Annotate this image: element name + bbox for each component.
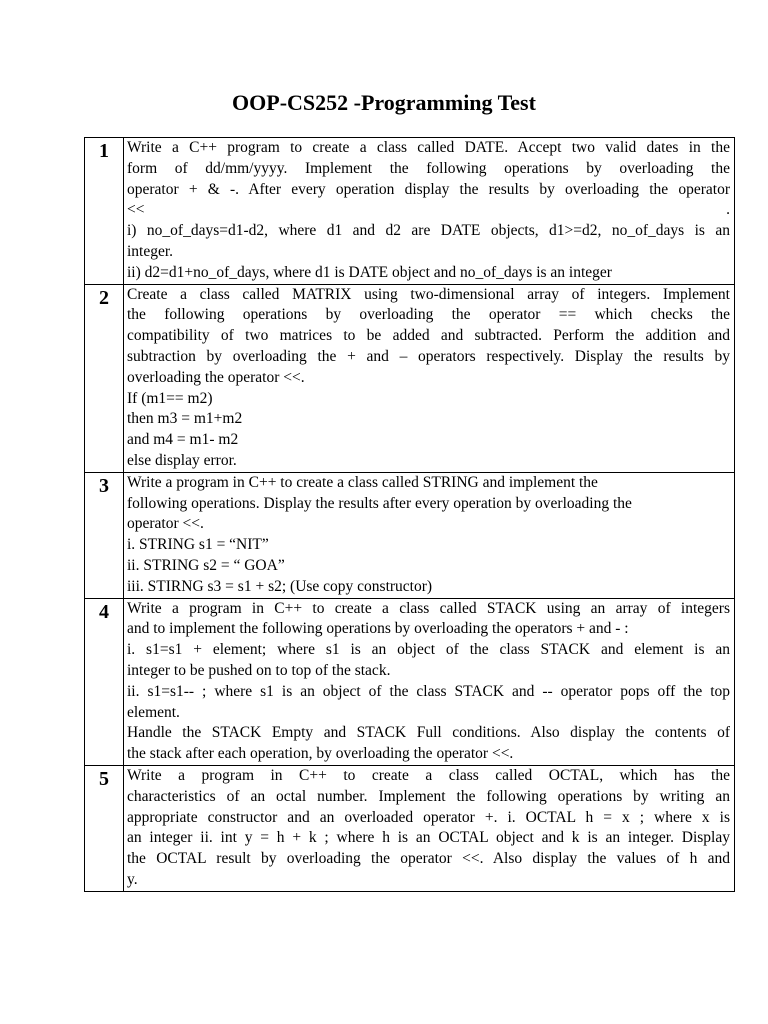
question-text xyxy=(124,765,735,891)
question-text xyxy=(124,598,735,765)
question-number: 1 xyxy=(85,138,124,285)
question-line: integer. xyxy=(127,242,174,260)
question-number: 5 xyxy=(85,765,124,891)
question-line: operator + & -. After every operation display the results by overloading the operator xyxy=(127,180,730,198)
question-line: compatibility of two matrices to be added and subtracted. Perform the addition and xyxy=(127,327,730,345)
question-line: overloading the operator <<. xyxy=(127,368,305,386)
question-line: << . xyxy=(127,201,730,219)
question-line: integer to be pushed on to top of the stack. xyxy=(127,661,391,679)
question-number: 3 xyxy=(85,472,124,598)
question-line: Write a C++ program to create a class called DATE. Accept two valid dates in the xyxy=(127,139,730,156)
question-line: If (m1== m2) xyxy=(127,389,213,407)
question-line: form of dd/mm/yyyy. Implement the following operations by overloading the xyxy=(127,159,730,177)
question-line: i. STRING s1 = “NIT” xyxy=(127,536,269,554)
question-row xyxy=(85,472,735,598)
question-line: the following operations by overloading the operator == which checks the xyxy=(127,306,730,324)
question-line: characteristics of an octal number. Implement the following operations by writing an xyxy=(127,787,730,805)
question-line: i. s1=s1 + element; where s1 is an object of the class STACK and element is an xyxy=(127,641,730,659)
question-line: iii. STIRNG s3 = s1 + s2; (Use copy constructor) xyxy=(127,577,433,595)
question-number: 2 xyxy=(85,284,124,472)
question-line: then m3 = m1+m2 xyxy=(127,410,243,428)
question-line: Write a program in C++ to create a class called STACK using an array of integers xyxy=(127,599,730,617)
question-line: else display error. xyxy=(127,451,237,469)
question-number: 4 xyxy=(85,598,124,765)
question-line: i) no_of_days=d1-d2, where d1 and d2 are DATE objects, d1>=d2, no_of_days is an xyxy=(127,222,730,240)
question-line: operator <<. xyxy=(127,515,204,533)
questions-table-body xyxy=(85,138,735,892)
question-line: the stack after each operation, by overloading the operator <<. xyxy=(127,745,514,763)
question-line: following operations. Display the results after every operation by overloading the xyxy=(127,494,632,512)
question-row xyxy=(85,138,735,285)
question-line: appropriate constructor and an overloaded operator +. i. OCTAL h = x ; where x is xyxy=(127,808,730,826)
question-row xyxy=(85,598,735,765)
question-row xyxy=(85,284,735,472)
page-title: OOP-CS252 -Programming Test xyxy=(232,90,536,115)
question-text xyxy=(124,472,735,598)
question-line: ii. s1=s1-- ; where s1 is an object of the class STACK and -- operator pops off the top xyxy=(127,682,730,700)
question-line: y. xyxy=(127,870,138,888)
questions-table xyxy=(84,137,735,892)
question-line: subtraction by overloading the + and – operators respectively. Display the results by xyxy=(127,347,730,365)
question-line: element. xyxy=(127,703,180,721)
question-line: the OCTAL result by overloading the operator <<. Also display the values of h and xyxy=(127,850,730,868)
question-row xyxy=(85,765,735,891)
question-line: Create a class called MATRIX using two-dimensional array of integers. Implement xyxy=(127,285,730,303)
question-line: and m4 = m1- m2 xyxy=(127,431,239,449)
question-line: Handle the STACK Empty and STACK Full conditions. Also display the contents of xyxy=(127,724,730,742)
question-line: ii) d2=d1+no_of_days, where d1 is DATE object and no_of_days is an integer xyxy=(127,263,612,281)
question-line: Write a program in C++ to create a class called OCTAL, which has the xyxy=(127,766,730,784)
question-text xyxy=(124,284,735,472)
question-line: Write a program in C++ to create a class called STRING and implement the xyxy=(127,473,598,491)
question-text xyxy=(124,138,735,285)
question-line: and to implement the following operations by overloading the operators + and - : xyxy=(127,620,629,638)
question-line: an integer ii. int y = h + k ; where h is an OCTAL object and k is an integer. Display xyxy=(127,829,730,847)
question-line: ii. STRING s2 = “ GOA” xyxy=(127,556,285,574)
